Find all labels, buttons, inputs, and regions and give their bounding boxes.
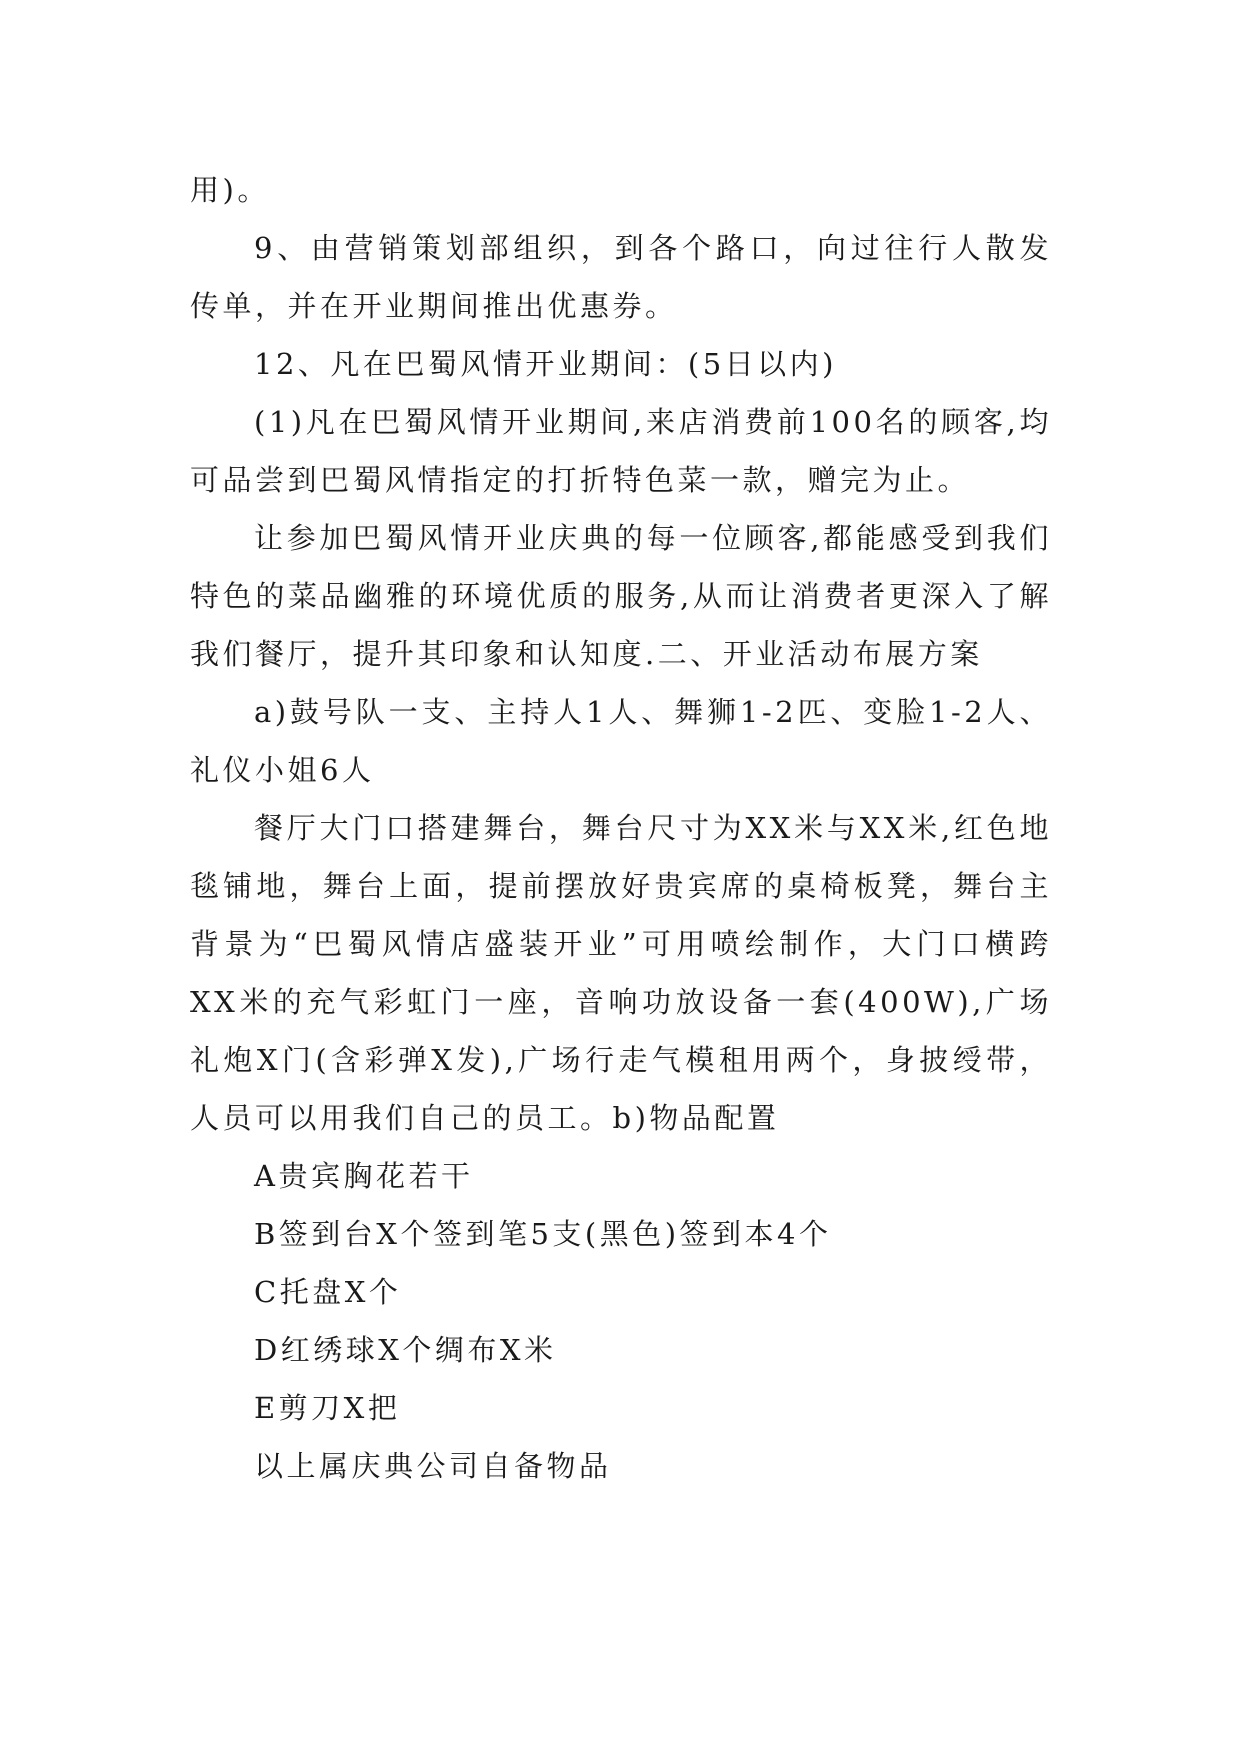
list-item: A贵宾胸花若干 bbox=[254, 1159, 474, 1193]
paragraph-3: 12、凡在巴蜀风情开业期间：(5日以内) bbox=[254, 347, 837, 381]
list-item: E剪刀X把 bbox=[254, 1391, 401, 1425]
list-item: B签到台X个签到笔5支(黑色)签到本4个 bbox=[254, 1217, 832, 1251]
paragraph-2: 9、由营销策划部组织，到各个路口，向过往行人散发传单，并在开业期间推出优惠券。 bbox=[190, 231, 1052, 323]
paragraph-5: 让参加巴蜀风情开业庆典的每一位顾客,都能感受到我们特色的菜品幽雅的环境优质的服务,从而让消费者更深入了解我们餐厅，提升其印象和认知度.二、开业活动布展方案 bbox=[190, 521, 1052, 671]
paragraph-4: (1)凡在巴蜀风情开业期间,来店消费前100名的顾客,均可品尝到巴蜀风情指定的打折特色菜一款，赠完为止。 bbox=[190, 405, 1052, 497]
list-item: C托盘X个 bbox=[254, 1275, 402, 1309]
list-item: 以上属庆典公司自备物品 bbox=[254, 1449, 612, 1483]
paragraph-7: 餐厅大门口搭建舞台，舞台尺寸为XX米与XX米,红色地毯铺地，舞台上面，提前摆放好贵宾席的桌椅板凳，舞台主背景为“巴蜀风情店盛装开业”可用喷绘制作，大门口横跨XX米的充气彩虹门一座，音响功放设备一套(400W),广场礼炮X门(含彩弹X发),广场行走气模租用两个，身披绶带，人员可以用我们自己的员工。b)物品配置 bbox=[190, 811, 1052, 1135]
list-item: D红绣球X个绸布X米 bbox=[254, 1333, 557, 1367]
document-page bbox=[190, 161, 1052, 1495]
paragraph-6: a)鼓号队一支、主持人1人、舞狮1-2匹、变脸1-2人、礼仪小姐6人 bbox=[190, 695, 1052, 787]
paragraph-1: 用)。 bbox=[190, 173, 270, 207]
